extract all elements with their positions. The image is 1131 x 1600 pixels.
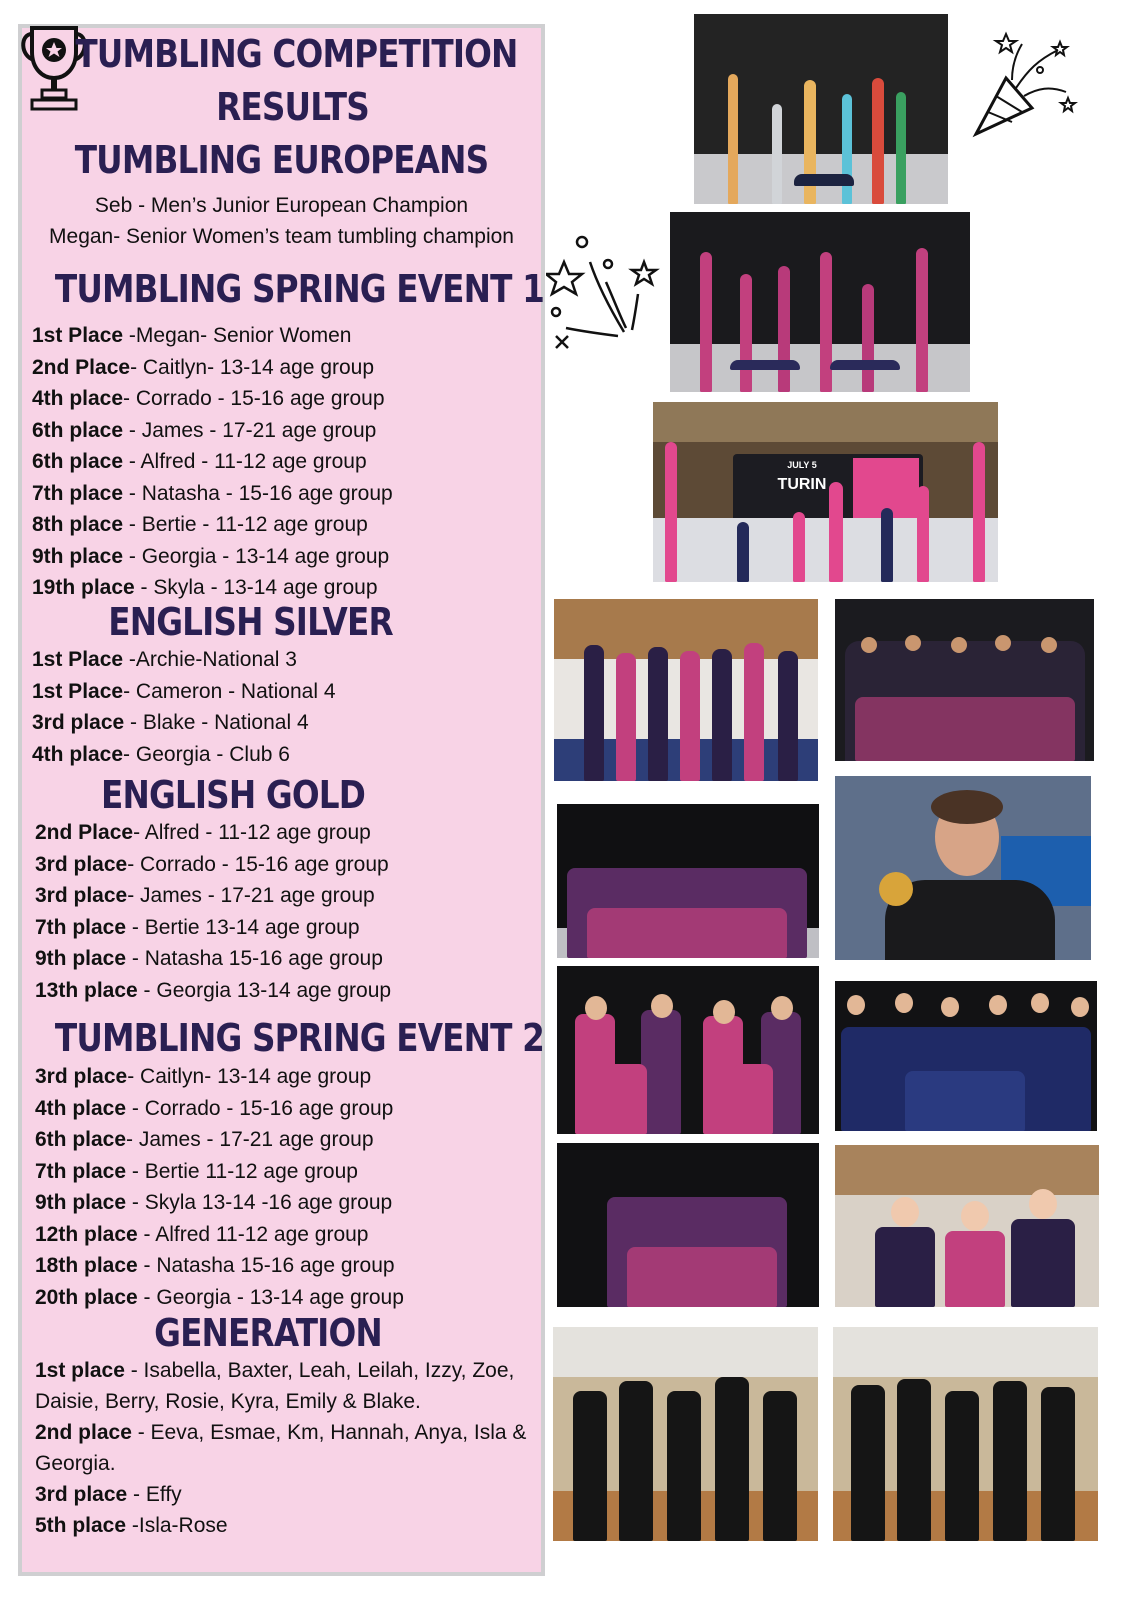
list-item: 1st place - Isabella, Baxter, Leah, Leilah, Izzy, Zoe, Daisie, Berry, Rosie, Kyra, Emily & Blake.: [35, 1359, 515, 1413]
gold-heading: ENGLISH GOLD: [101, 773, 365, 817]
list-item: 1st Place- Cameron - National 4: [32, 679, 336, 703]
list-item: 6th place- James - 17-21 age group: [35, 1128, 374, 1151]
photo-medal-trio: [835, 1145, 1099, 1307]
europeans-heading: TUMBLING EUROPEANS: [74, 138, 489, 182]
list-item: 13th place - Georgia 13-14 age group: [35, 978, 392, 1002]
list-item: 18th place - Natasha 15-16 age group: [35, 1254, 395, 1277]
photo-girls-group: [557, 966, 819, 1134]
list-item: 2nd Place- Alfred - 11-12 age group: [35, 821, 371, 844]
fireworks-icon: [546, 232, 664, 352]
list-item: 9th place - Georgia - 13-14 age group: [32, 544, 390, 568]
list-item: 4th place - Corrado - 15-16 age group: [35, 1096, 394, 1120]
photo-generation-group-1: [553, 1327, 818, 1541]
spring1-list: [32, 320, 393, 604]
spring2-heading: TUMBLING SPRING EVENT 2: [54, 1016, 544, 1060]
photo-balances-2: [670, 212, 970, 392]
list-item: 9th place - Natasha 15-16 age group: [35, 947, 383, 970]
photo-squad-jackets: [835, 599, 1094, 761]
silver-heading: ENGLISH SILVER: [108, 600, 393, 644]
silver-list: [32, 644, 336, 770]
list-item: 5th place -Isla-Rose: [35, 1514, 228, 1537]
list-item: 2nd Place- Caitlyn- 13-14 age group: [32, 355, 375, 379]
list-item: 7th place - Bertie 11-12 age group: [35, 1159, 358, 1183]
spring2-list: [35, 1061, 404, 1313]
list-item: 3rd place- James - 17-21 age group: [35, 884, 375, 907]
list-item: 3rd place- Corrado - 15-16 age group: [35, 852, 389, 876]
list-item: 12th place - Alfred 11-12 age group: [35, 1222, 369, 1246]
photo-turin-arena: [653, 402, 998, 582]
page-title-line1: TUMBLING COMPETITION: [75, 32, 518, 76]
list-item: 1st Place -Megan- Senior Women: [32, 324, 352, 347]
photo-large-squad: [557, 804, 819, 958]
banner-city: TURIN: [777, 476, 827, 493]
list-item: 7th place - Bertie 13-14 age group: [35, 915, 360, 939]
generation-heading: GENERATION: [154, 1311, 382, 1355]
list-item: 1st Place -Archie-National 3: [32, 648, 297, 671]
list-item: 20th place - Georgia - 13-14 age group: [35, 1285, 404, 1309]
photo-small-group: [557, 1143, 819, 1307]
page-title-line2: RESULTS: [216, 85, 369, 129]
list-item: 2nd place - Eeva, Esmae, Km, Hannah, Anya, Isla & Georgia.: [35, 1421, 527, 1475]
list-item: 7th place - Natasha - 15-16 age group: [32, 481, 393, 505]
list-item: 9th place - Skyla 13-14 -16 age group: [35, 1191, 393, 1214]
photo-gold-medallist: [835, 776, 1091, 960]
list-item: 8th place - Bertie - 11-12 age group: [32, 513, 368, 536]
photo-navy-group: [835, 981, 1097, 1131]
photo-girls-lineup: [554, 599, 818, 781]
party-popper-icon: [968, 30, 1080, 142]
list-item: 4th place- Georgia - Club 6: [32, 742, 290, 766]
list-item: 3rd place- Caitlyn- 13-14 age group: [35, 1065, 372, 1088]
list-item: 19th place - Skyla - 13-14 age group: [32, 576, 378, 599]
spring1-heading: TUMBLING SPRING EVENT 1: [54, 267, 544, 311]
list-item: 3rd place - Blake - National 4: [32, 711, 309, 734]
banner-date: JULY 5: [787, 460, 817, 470]
photo-balances-1: [694, 14, 948, 204]
photo-generation-group-2: [833, 1327, 1098, 1541]
list-item: 4th place- Corrado - 15-16 age group: [32, 387, 385, 410]
list-item: 6th place - Alfred - 11-12 age group: [32, 450, 367, 473]
generation-list: [35, 1355, 530, 1541]
gold-list: [35, 817, 391, 1006]
europeans-line-2: Megan- Senior Women’s team tumbling champion: [49, 225, 514, 248]
europeans-line-1: Seb - Men’s Junior European Champion: [94, 194, 469, 217]
list-item: 6th place - James - 17-21 age group: [32, 418, 377, 442]
list-item: 3rd place - Effy: [35, 1483, 182, 1506]
